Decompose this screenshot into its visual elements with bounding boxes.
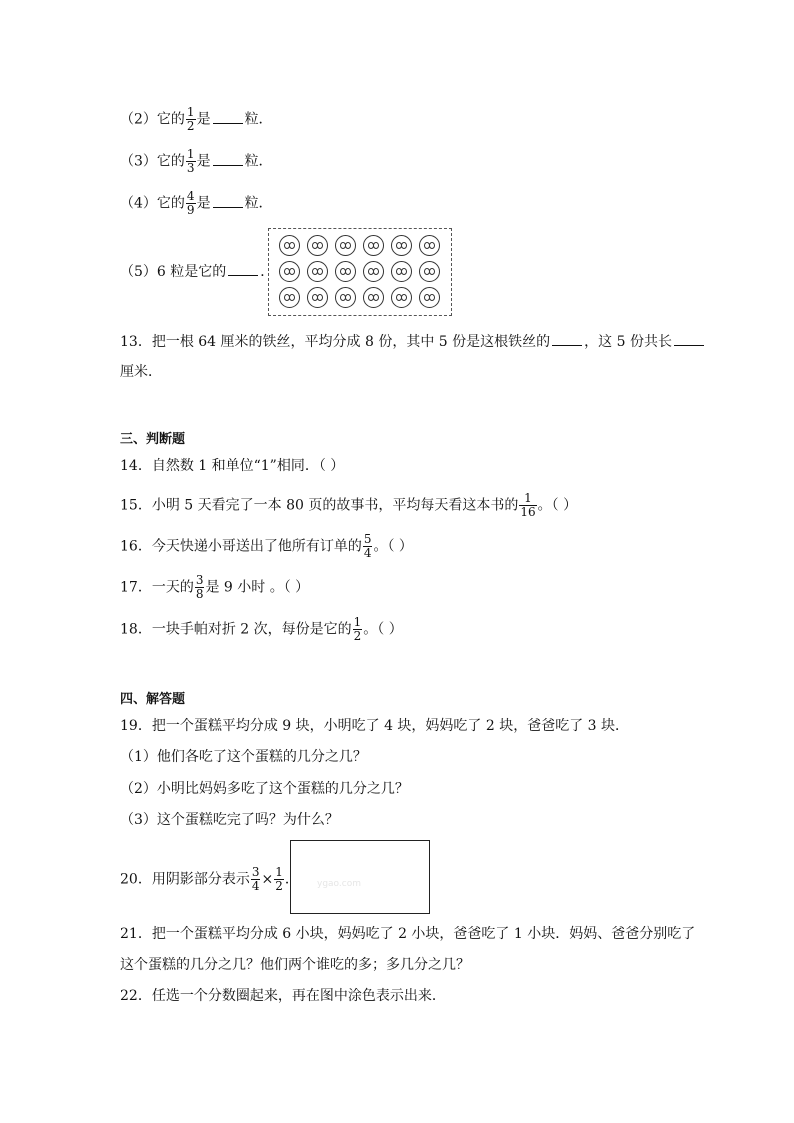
q21-line2: 这个蛋糕的几分之几？他们两个谁吃的多；多几分之几？: [120, 957, 470, 973]
bean-face-icon: [419, 235, 440, 256]
fraction: [363, 533, 373, 560]
q12-part3-suffix: 粒．: [244, 153, 273, 170]
fraction: [353, 616, 363, 643]
shading-rectangle[interactable]: [290, 840, 430, 914]
bean-face-icon: [419, 287, 440, 308]
q20-prefix: 20．用阴影部分表示: [120, 871, 250, 888]
bean-face-icon: [279, 261, 300, 282]
fraction-numerator: 1: [186, 147, 195, 161]
fraction: [251, 866, 261, 893]
q20-suffix: ．: [284, 871, 299, 888]
bean-face-icon: [391, 287, 412, 308]
fraction: [195, 574, 205, 601]
fraction-denominator: 16: [520, 505, 536, 519]
answer-blank[interactable]: [674, 333, 704, 346]
fraction-numerator: 5: [363, 532, 372, 546]
times-sign: ×: [261, 871, 274, 888]
q18-suffix: 。（ ）: [363, 621, 403, 638]
fraction-denominator: 2: [275, 879, 283, 893]
q12-part4-prefix: （4）它的: [120, 195, 185, 212]
section-heading: 三、判断题: [120, 432, 186, 447]
bean-face-icon: [335, 235, 356, 256]
q14: 14．自然数 1 和单位“1”相同．（ ）: [120, 458, 345, 474]
fraction: [186, 190, 196, 217]
q12-part3: [120, 148, 273, 175]
bean-face-icon: [391, 235, 412, 256]
beans-figure: [268, 228, 452, 316]
fraction-denominator: 8: [195, 587, 204, 601]
q18: [120, 616, 403, 643]
answer-blank[interactable]: [213, 153, 243, 166]
q12-part4-suffix: 粒．: [244, 195, 273, 212]
q12-part4-mid: 是: [196, 195, 211, 212]
q13-line1: [120, 332, 706, 352]
q16: [120, 533, 413, 560]
bean-face-icon: [419, 261, 440, 282]
fraction-numerator: 3: [195, 573, 204, 587]
bean-face-icon: [307, 261, 328, 282]
q19-part3: （3）这个蛋糕吃完了吗？为什么？: [120, 812, 339, 828]
q12-part2-mid: 是: [196, 111, 211, 128]
q12-part3-mid: 是: [196, 153, 211, 170]
q17-suffix: 是 9 小时 。（ ）: [205, 579, 310, 596]
q21-line1: 21．把一个蛋糕平均分成 6 小块，妈妈吃了 2 小块，爸爸吃了 1 小块．妈妈、爸爸分别吃了: [120, 926, 696, 942]
watermark-text: ygao.com: [317, 879, 361, 889]
fraction-numerator: 1: [519, 492, 536, 506]
q12-part3-prefix: （3）它的: [120, 153, 185, 170]
fraction-numerator: 4: [186, 189, 195, 203]
fraction-denominator: 2: [353, 629, 362, 643]
bean-face-icon: [307, 235, 328, 256]
answer-blank[interactable]: [213, 111, 243, 124]
answer-blank[interactable]: [552, 333, 582, 346]
fraction-numerator: 1: [186, 105, 195, 119]
answer-blank[interactable]: [213, 195, 243, 208]
q15-prefix: 15．小明 5 天看完了一本 80 页的故事书，平均每天看这本书的: [120, 497, 519, 514]
fraction-denominator: 9: [186, 203, 195, 217]
q22: 22．任选一个分数圈起来，再在图中涂色表示出来．: [120, 988, 446, 1004]
q17-prefix: 17．一天的: [120, 579, 194, 596]
section-heading: 四、解答题: [120, 692, 186, 707]
bean-face-icon: [391, 261, 412, 282]
fraction: [274, 866, 284, 893]
bean-face-icon: [307, 287, 328, 308]
fraction-numerator: 1: [275, 865, 283, 879]
bean-face-icon: [363, 235, 384, 256]
q12-part2-prefix: （2）它的: [120, 111, 185, 128]
bean-face-icon: [335, 261, 356, 282]
q12-part5-suffix: ．: [260, 264, 275, 280]
fraction-denominator: 4: [363, 546, 372, 560]
bean-face-icon: [335, 287, 356, 308]
q13-text: 13．把一根 64 厘米的铁丝，平均分成 8 份，其中 5 份是这根铁丝的: [120, 334, 551, 350]
fraction: [519, 492, 536, 519]
q12-part5-prefix: （5）6 粒是它的: [120, 264, 227, 280]
q16-prefix: 16．今天快递小哥送出了他所有订单的: [120, 538, 362, 555]
bean-face-icon: [363, 287, 384, 308]
fraction: [186, 106, 196, 133]
answer-blank[interactable]: [228, 263, 258, 276]
fraction-denominator: 4: [251, 879, 260, 893]
q19-part1: （1）他们各吃了这个蛋糕的几分之几？: [120, 749, 367, 765]
fraction: [186, 148, 196, 175]
q13-mid: ，这 5 份共长: [584, 334, 672, 350]
fraction-numerator: 1: [353, 615, 362, 629]
q12-part4: [120, 190, 273, 217]
bean-face-icon: [279, 287, 300, 308]
q12-part2-suffix: 粒．: [244, 111, 273, 128]
q15: [120, 492, 577, 519]
q18-prefix: 18．一块手帕对折 2 次，每份是它的: [120, 621, 352, 638]
q13-line2: 厘米．: [120, 364, 162, 380]
fraction-denominator: 3: [186, 161, 195, 175]
q20: [120, 866, 299, 893]
fraction-denominator: 2: [186, 119, 195, 133]
q15-suffix: 。（ ）: [537, 497, 578, 514]
q19-stem: 19．把一个蛋糕平均分成 9 块，小明吃了 4 块，妈妈吃了 2 块，爸爸吃了 3 块．: [120, 718, 630, 734]
bean-face-icon: [279, 235, 300, 256]
q19-part2: （2）小明比妈妈多吃了这个蛋糕的几分之几？: [120, 781, 409, 797]
q17: [120, 574, 309, 601]
q12-part2: [120, 106, 273, 133]
q16-suffix: 。（ ）: [373, 538, 413, 555]
bean-face-icon: [363, 261, 384, 282]
q12-part5: [120, 262, 274, 282]
fraction-numerator: 3: [251, 865, 260, 879]
